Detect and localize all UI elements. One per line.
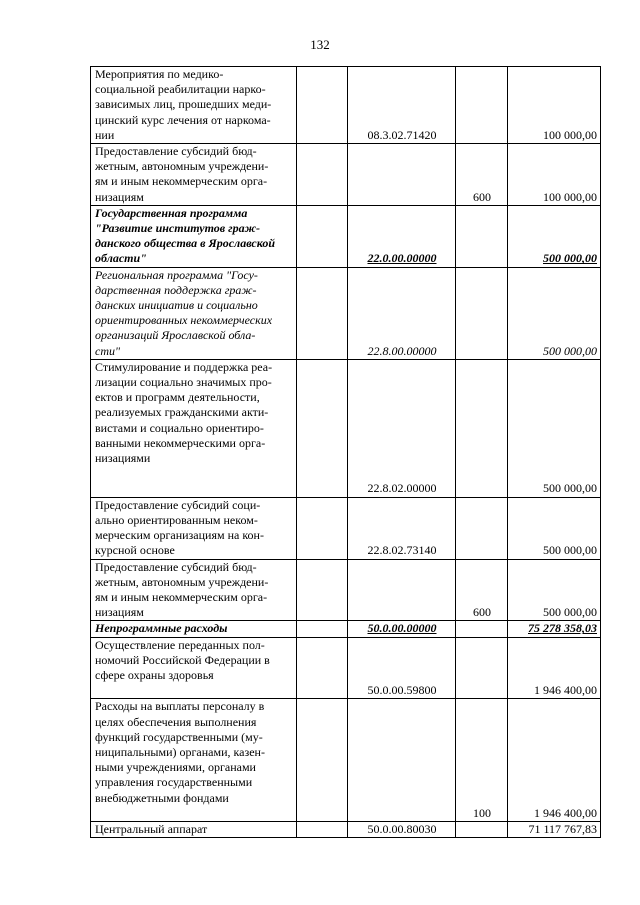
row-type: 100 [473, 805, 491, 820]
row-name-line: области" [95, 251, 147, 266]
row-amount: 75 278 358,03 [528, 621, 597, 636]
row-name-line: ориентированных некоммерческих [95, 313, 273, 328]
budget-table [90, 66, 601, 838]
row-amount-cell [508, 621, 601, 637]
row-name-line [95, 466, 293, 481]
table-row [91, 144, 601, 206]
row-type-cell [456, 621, 508, 637]
row-name-line: номочий Российской Федерации в [95, 652, 270, 667]
row-name-line: дарственная поддержка граж- [95, 282, 257, 297]
row-name-line [95, 683, 293, 698]
row-amount-cell [508, 637, 601, 699]
row-code-cell [348, 699, 456, 822]
row-code-cell [348, 821, 456, 837]
table-row [91, 699, 601, 822]
row-type-cell [456, 359, 508, 497]
row-type-cell [456, 205, 508, 267]
empty-cell [297, 205, 348, 267]
table-row [91, 267, 601, 359]
row-name-line: вистами и социально ориентиро- [95, 420, 264, 435]
row-name-line: Расходы на выплаты персоналу в [95, 699, 265, 714]
row-name-line: Региональная программа "Госу- [95, 267, 258, 282]
row-type-cell [456, 144, 508, 206]
row-name-line: ванными некоммерческими орга- [95, 435, 266, 450]
row-name-cell [91, 267, 297, 359]
row-type-cell [456, 497, 508, 559]
row-amount: 500 000,00 [543, 251, 597, 266]
page-number: 132 [310, 37, 330, 52]
row-name-line: Центральный аппарат [95, 821, 208, 836]
row-amount-cell [508, 359, 601, 497]
row-name-line: низациями [95, 451, 151, 466]
row-name-cell [91, 205, 297, 267]
row-name-line: управления государственными [95, 775, 253, 790]
row-amount: 500 000,00 [543, 481, 597, 496]
row-amount: 1 946 400,00 [534, 805, 597, 820]
table-row [91, 359, 601, 497]
empty-cell [297, 621, 348, 637]
table-row [91, 559, 601, 621]
row-amount-cell [508, 497, 601, 559]
row-name-line: цинский курс лечения от наркома- [95, 112, 271, 127]
row-code-cell [348, 359, 456, 497]
row-name-cell [91, 637, 297, 699]
budget-table-body [91, 67, 601, 838]
row-amount-cell [508, 559, 601, 621]
row-name-line: функций государственными (му- [95, 729, 263, 744]
row-name-line: ектов и программ деятельности, [95, 390, 260, 405]
row-code-cell [348, 205, 456, 267]
empty-cell [297, 821, 348, 837]
row-amount-cell [508, 67, 601, 144]
row-name-line: данского общества в Ярославской [95, 236, 276, 251]
row-name-line: "Развитие институтов граж- [95, 221, 261, 236]
row-name-line [95, 806, 293, 821]
row-name-cell [91, 359, 297, 497]
row-type-cell [456, 267, 508, 359]
row-name-line: Стимулирование и поддержка реа- [95, 359, 273, 374]
row-name-line: Государственная программа [95, 205, 248, 220]
row-type-cell [456, 637, 508, 699]
table-row [91, 67, 601, 144]
row-name-cell [91, 821, 297, 837]
row-amount: 71 117 767,83 [528, 821, 597, 836]
row-name-cell [91, 144, 297, 206]
row-name-line: мерческим организациям на кон- [95, 528, 264, 543]
row-code: 22.8.02.73140 [367, 543, 437, 558]
row-code: 08.3.02.71420 [367, 127, 437, 142]
row-name-line: социальной реабилитации нарко- [95, 82, 266, 97]
row-name-cell [91, 67, 297, 144]
row-name-line: внебюджетными фондами [95, 790, 229, 805]
row-name-line: Предоставление субсидий соци- [95, 497, 261, 512]
row-name-line: реализуемых гражданскими акти- [95, 405, 269, 420]
row-code-cell [348, 559, 456, 621]
table-row [91, 205, 601, 267]
row-amount-cell [508, 144, 601, 206]
row-amount: 100 000,00 [543, 189, 597, 204]
row-name-line: Предоставление субсидий бюд- [95, 144, 257, 159]
row-type-cell [456, 67, 508, 144]
row-name-line: лизации социально значимых про- [95, 375, 272, 390]
row-name-line: низациям [95, 189, 144, 204]
empty-cell [297, 699, 348, 822]
row-amount: 500 000,00 [543, 605, 597, 620]
row-code: 22.0.00.00000 [367, 251, 437, 266]
row-code: 50.0.00.80030 [367, 821, 437, 836]
table-row [91, 497, 601, 559]
row-name-line: сти" [95, 343, 121, 358]
row-amount: 1 946 400,00 [534, 683, 597, 698]
row-code: 50.0.00.00000 [367, 621, 437, 636]
row-amount: 500 000,00 [543, 543, 597, 558]
row-name-line: курсной основе [95, 543, 175, 558]
empty-cell [297, 67, 348, 144]
row-name-line: данских инициатив и социально [95, 298, 258, 313]
row-type: 600 [473, 189, 491, 204]
row-amount: 100 000,00 [543, 127, 597, 142]
empty-cell [297, 637, 348, 699]
row-name-cell [91, 497, 297, 559]
row-name-line: зависимых лиц, прошедших меди- [95, 97, 272, 112]
empty-cell [297, 144, 348, 206]
row-name-cell [91, 621, 297, 637]
empty-cell [297, 267, 348, 359]
row-name-line: нии [95, 127, 115, 142]
row-name-line: жетным, автономным учреждени- [95, 574, 269, 589]
row-name-line: Предоставление субсидий бюд- [95, 559, 257, 574]
row-amount-cell [508, 205, 601, 267]
row-code-cell [348, 67, 456, 144]
row-code-cell [348, 497, 456, 559]
row-name-cell [91, 699, 297, 822]
table-row [91, 621, 601, 637]
empty-cell [297, 559, 348, 621]
row-name-line: Осуществление переданных пол- [95, 637, 265, 652]
row-name-line: ниципальными) органами, казен- [95, 744, 265, 759]
row-name-cell [91, 559, 297, 621]
row-code: 22.8.02.00000 [367, 481, 437, 496]
row-name-line: жетным, автономным учреждени- [95, 159, 269, 174]
row-code: 50.0.00.59800 [367, 683, 437, 698]
empty-cell [297, 497, 348, 559]
row-name-line: ям и иным некоммерческим орга- [95, 174, 268, 189]
row-name-line: ными учреждениями, органами [95, 760, 256, 775]
row-amount-cell [508, 821, 601, 837]
table-row [91, 821, 601, 837]
row-code: 22.8.00.00000 [367, 343, 437, 358]
row-name-line: организаций Ярославской обла- [95, 328, 256, 343]
row-name-line: Мероприятия по медико- [95, 67, 224, 81]
row-amount-cell [508, 267, 601, 359]
row-name-line: ально ориентированным неком- [95, 512, 258, 527]
row-code-cell [348, 144, 456, 206]
row-name-line [95, 481, 293, 496]
row-name-line: Непрограммные расходы [95, 621, 228, 636]
row-type: 600 [473, 605, 491, 620]
row-code-cell [348, 267, 456, 359]
row-name-line: ям и иным некоммерческим орга- [95, 589, 268, 604]
row-type-cell [456, 559, 508, 621]
table-row [91, 637, 601, 699]
row-name-line: целях обеспечения выполнения [95, 714, 257, 729]
row-code-cell [348, 621, 456, 637]
row-amount: 500 000,00 [543, 343, 597, 358]
row-name-line: сфере охраны здоровья [95, 667, 214, 682]
row-code-cell [348, 637, 456, 699]
row-type-cell [456, 821, 508, 837]
row-amount-cell [508, 699, 601, 822]
row-type-cell [456, 699, 508, 822]
row-name-line: низациям [95, 605, 144, 620]
empty-cell [297, 359, 348, 497]
